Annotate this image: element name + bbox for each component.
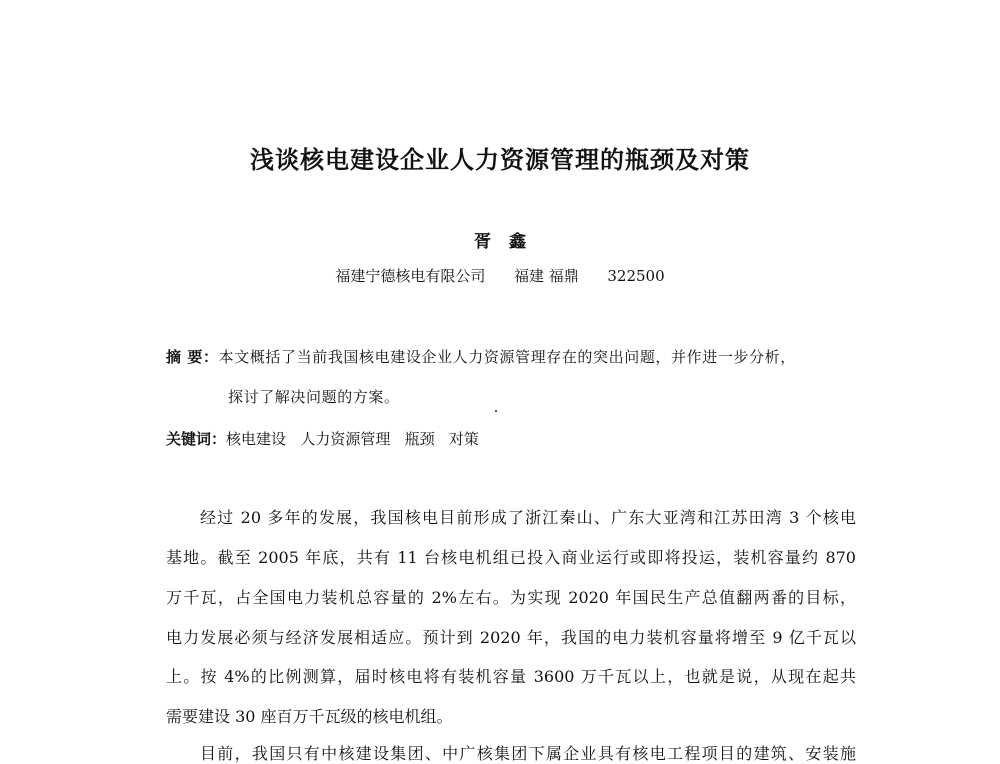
body-line-2: 基地。截至 2005 年底，共有 11 台核电机组已投入商业运行或即将投运，装机容量约 870 (166, 548, 856, 567)
body-line-5: 上。按 4%的比例测算，届时核电将有装机容量 3600 万千瓦以上，也就是说，从现在起共 (166, 667, 856, 686)
keywords-label: 关键词： (166, 430, 227, 448)
body-line-3: 万千瓦，占全国电力装机总容量的 2%左右。为实现 2020 年国民生产总值翻两番的目标， (166, 588, 856, 607)
abstract-text-1: 本文概括了当前我国核电建设企业人力资源管理存在的突出问题，并作进一步分析， (218, 348, 796, 366)
scan-speck (495, 410, 497, 412)
body-line-4: 电力发展必须与经济发展相适应。预计到 2020 年，我国的电力装机容量将增至 9 亿千瓦以 (166, 628, 856, 647)
keywords-text: 核电建设 人力资源管理 瓶颈 对策 (226, 430, 479, 448)
abstract-line-1 (166, 346, 856, 367)
author-name: 胥鑫 (474, 232, 544, 252)
body-line-1: 经过 20 多年的发展，我国核电目前形成了浙江秦山、广东大亚湾和江苏田湾 3 个核电 (200, 508, 856, 527)
author-affiliation: 福建宁德核电有限公司 福建 福鼎 322500 (335, 267, 665, 285)
body-line-7: 目前，我国只有中核建设集团、中广核集团下属企业具有核电工程项目的建筑、安装施 (200, 744, 856, 763)
abstract-line-2: 探讨了解决问题的方案。 (228, 388, 400, 406)
keywords (166, 428, 856, 449)
body-line-6: 需要建设 30 座百万千瓦级的核电机组。 (166, 707, 453, 726)
paper-title: 浅谈核电建设企业人力资源管理的瓶颈及对策 (250, 145, 750, 174)
abstract-label: 摘 要： (166, 348, 219, 366)
